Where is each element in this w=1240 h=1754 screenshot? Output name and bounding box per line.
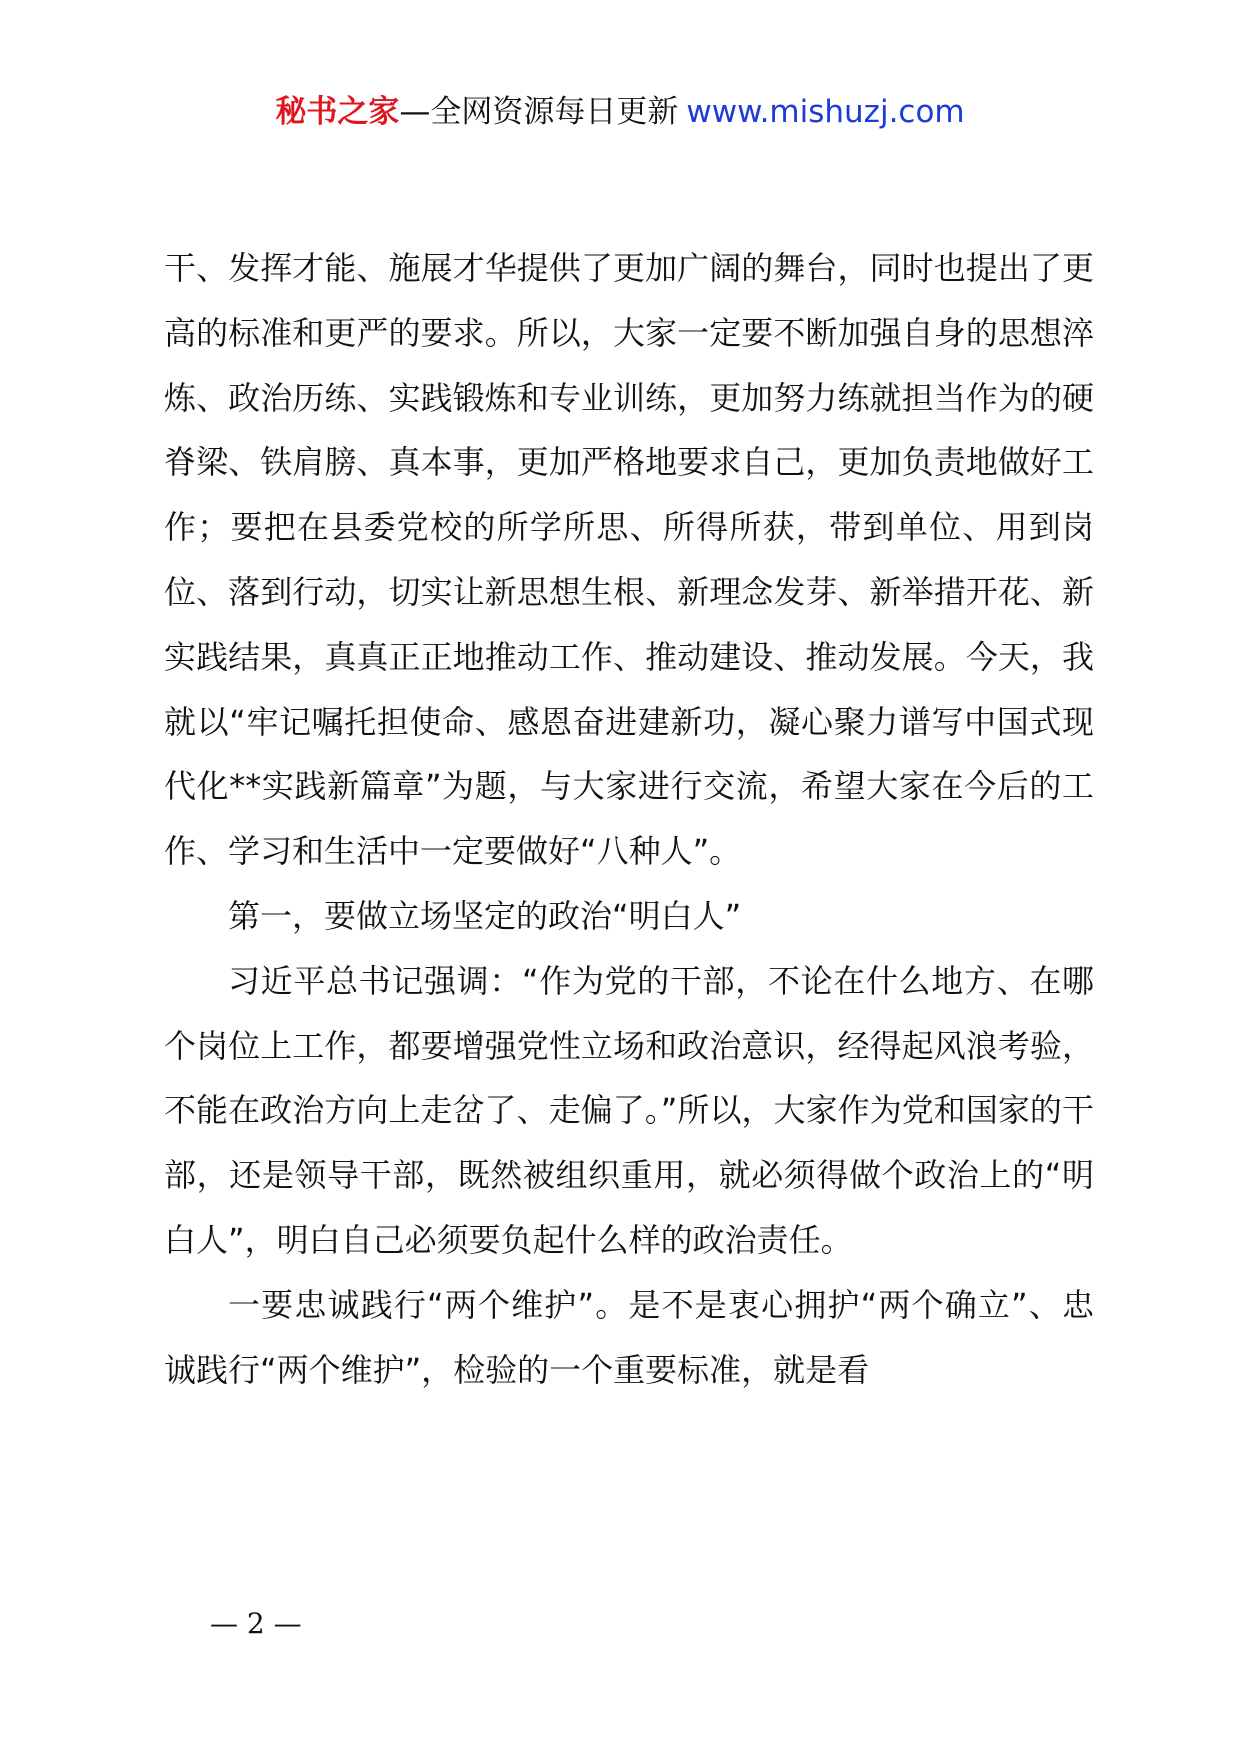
paragraph: 一要忠诚践行“两个维护”。是不是衷心拥护“两个确立”、忠诚践行“两个维护”，检验的一个重要标准，就是看	[164, 1285, 1094, 1389]
paragraph: 习近平总书记强调：“作为党的干部，不论在什么地方、在哪个岗位上工作，都要增强党性立场和政治意识，经得起风浪考验，不能在政治方向上走岔了、走偏了。”所以，大家作为党和国家的干部，还是领导干部，既然被组织重用，就必须得做个政治上的“明白人”，明白自己必须要负起什么样的政治责任。	[164, 961, 1094, 1259]
header-tagline: —全网资源每日更新	[399, 94, 679, 130]
page-number: — 2 —	[210, 1607, 302, 1640]
paragraph-continued: 干、发挥才能、施展才华提供了更加广阔的舞台，同时也提出了更高的标准和更严的要求。所以，大家一定要不断加强自身的思想淬炼、政治历练、实践锻炼和专业训练，更加努力练就担当作为的硬脊梁、铁肩膀、真本事，更加严格地要求自己，更加负责地做好工作；要把在县委党校的所学所思、所得所获，带到单位、用到岗位、落到行动，切实让新思想生根、新理念发芽、新举措开花、新实践结果，真真正正地推动工作、推动建设、推动发展。今天，我就以“牢记嘱托担使命、感恩奋进建新功，凝心聚力谱写中国式现代化**实践新篇章”为题，与大家进行交流，希望大家在今后的工作、学习和生活中一定要做好“八种人”。	[164, 249, 1094, 871]
section-heading: 第一，要做立场坚定的政治“明白人”	[228, 896, 742, 935]
website-link[interactable]: www.mishuzj.com	[686, 94, 965, 130]
document-body	[164, 236, 1094, 1402]
brand-name: 秘书之家	[275, 94, 400, 130]
page-header	[0, 92, 1240, 132]
